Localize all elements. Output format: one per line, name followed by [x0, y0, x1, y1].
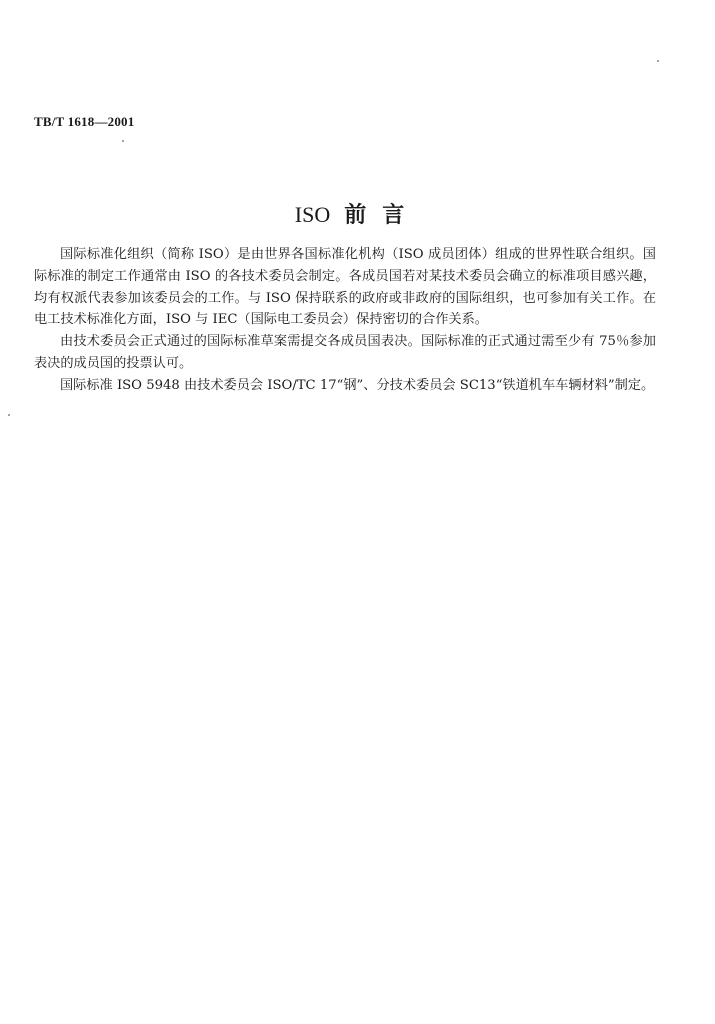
scan-speck — [122, 140, 124, 142]
paragraph: 由技术委员会正式通过的国际标准草案需提交各成员国表决。国际标准的正式通过需至少有 75％参加表决的成员国的投票认可。 — [34, 334, 656, 371]
paragraph: 国际标准 ISO 5948 由技术委员会 ISO/TC 17“钢”、分技术委员会 SC13“铁道机车车辆材料”制定。 — [60, 377, 655, 393]
scan-speck — [8, 414, 10, 416]
title-iso: ISO — [294, 202, 331, 227]
body-text — [34, 244, 656, 397]
page-title — [0, 198, 715, 229]
standard-code: TB/T 1618—2001 — [34, 114, 135, 129]
paragraph: 国际标准化组织（简称 ISO）是由世界各国标准化机构（ISO 成员团体）组成的世界性联合组织。国际标准的制定工作通常由 ISO 的各技术委员会制定。各成员国若对某技术委员会确立的标准项目感兴趣，均有权派代表参加该委员会的工作。与 ISO 保持联系的政府或非政府的国际组织，也可参加有关工作。在电工技术标准化方面，ISO 与 IEC（国际电工委员会）保持密切的合作关系。 — [34, 247, 656, 328]
scan-speck — [657, 60, 659, 62]
title-foreword: 前言 — [344, 202, 421, 228]
